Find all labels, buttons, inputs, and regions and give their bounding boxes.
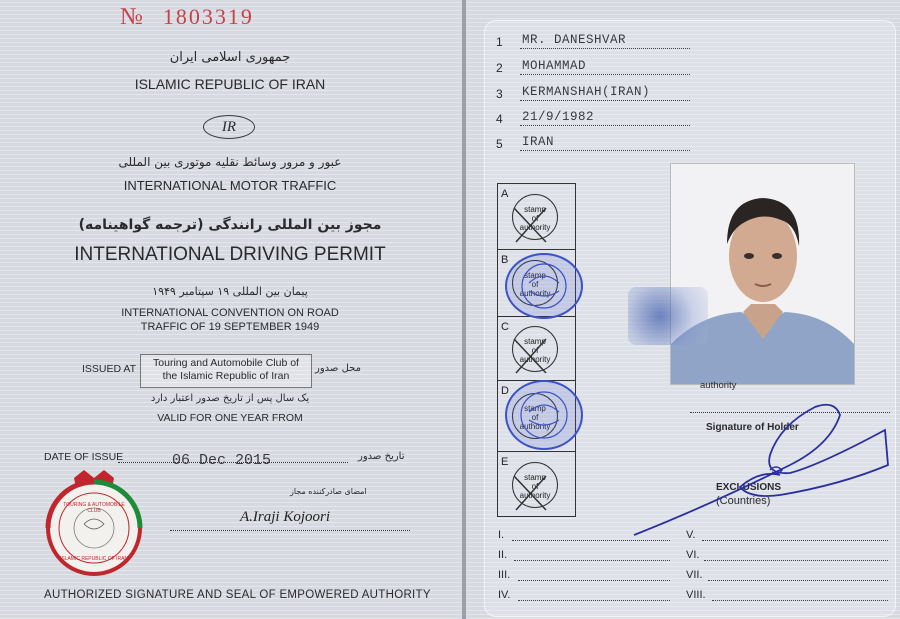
- date-of-issue-value: 06 Dec 2015: [172, 452, 272, 469]
- stamp-word: authority: [519, 422, 551, 431]
- club-stamp-d: [505, 380, 583, 450]
- issued-at-label-fa: محل صدور: [315, 363, 361, 374]
- exclusion-row-label: III.: [498, 569, 511, 581]
- category-letter: E: [501, 456, 509, 468]
- exclusion-row-line: [518, 600, 670, 601]
- vehicle-category-column: [497, 183, 576, 517]
- stamp-word: of: [531, 214, 539, 223]
- issued-at-box: [140, 354, 312, 388]
- exclusion-row-label: IV.: [498, 589, 511, 601]
- title-en: INTERNATIONAL DRIVING PERMIT: [74, 244, 386, 265]
- stamp-word: authority: [519, 289, 551, 298]
- exclusions-sub: (Countries): [716, 495, 771, 507]
- field-line-4: [520, 125, 690, 126]
- convention-en-1: INTERNATIONAL CONVENTION ON ROAD: [121, 307, 339, 319]
- field-line-1: [520, 48, 690, 49]
- country-code-badge: IR: [203, 115, 255, 139]
- stamp-word: of: [531, 482, 539, 491]
- field-line-5: [520, 150, 690, 151]
- cross-out-icon: [510, 333, 550, 377]
- stamp-word: of: [531, 346, 539, 355]
- club-stamp-b: [505, 253, 583, 319]
- category-letter: C: [501, 321, 509, 333]
- stamp-word: stamp: [524, 205, 546, 214]
- stamp-word: of: [531, 280, 539, 289]
- convention-en-2: TRAFFIC OF 19 SEPTEMBER 1949: [140, 321, 320, 333]
- holder-signature-icon: [630, 395, 892, 540]
- stamp-word: stamp: [524, 473, 546, 482]
- cross-out-icon: [510, 202, 550, 246]
- field-num-3: 3: [496, 87, 503, 101]
- stamp-word: stamp: [524, 404, 546, 413]
- field-value-1: MR. DANESHVAR: [522, 33, 627, 47]
- field-num-2: 2: [496, 61, 503, 75]
- stamp-word: stamp: [524, 337, 546, 346]
- signatory-line: [170, 530, 410, 531]
- authority-label: authority: [700, 380, 737, 391]
- seal-text-top: TOURING & AUTOMOBILE CLUB: [63, 502, 125, 514]
- traffic-en: INTERNATIONAL MOTOR TRAFFIC: [123, 178, 337, 193]
- field-value-3: KERMANSHAH(IRAN): [522, 85, 651, 99]
- serial-value: 1803319: [162, 4, 254, 29]
- stamp-word: authority: [519, 223, 551, 232]
- stamp-word: authority: [519, 355, 551, 364]
- validity-fa: یک سال پس از تاریخ صدور اعتبار دارد: [150, 393, 310, 404]
- category-letter: B: [501, 254, 509, 266]
- authorized-footer: AUTHORIZED SIGNATURE AND SEAL OF EMPOWERED AUTHORITY: [44, 589, 431, 601]
- date-of-issue-label: DATE OF ISSUE: [44, 451, 124, 463]
- category-row-a: [498, 184, 575, 250]
- exclusion-row-label: VII.: [686, 569, 703, 581]
- category-row-c: [498, 317, 575, 381]
- category-letter: D: [501, 385, 509, 397]
- exclusion-row-line: [704, 560, 888, 561]
- category-row-e: [498, 452, 575, 516]
- seal-text-bottom: ISLAMIC REPUBLIC OF IRAN: [59, 556, 129, 562]
- serial-prefix: №: [120, 4, 145, 30]
- field-value-2: MOHAMMAD: [522, 59, 587, 73]
- stamp-word: authority: [519, 491, 551, 500]
- portrait-image: [671, 164, 854, 384]
- serial-number: [120, 4, 254, 31]
- issued-at-value-1: Touring and Automobile Club of: [153, 357, 299, 369]
- stamp-ring-icon: [507, 255, 581, 317]
- exclusion-row-line: [702, 540, 888, 541]
- exclusion-row-label: I.: [498, 529, 505, 541]
- issued-at-label: ISSUED AT: [82, 363, 137, 375]
- exclusion-row-line: [518, 580, 670, 581]
- cross-out-icon: [510, 470, 550, 514]
- signatory-label-fa: امضای صادرکننده مجاز: [290, 487, 367, 496]
- exclusion-row-line: [712, 600, 888, 601]
- signatory-name: A.Iraji Kojoori: [240, 509, 331, 525]
- category-letter: A: [501, 188, 509, 200]
- title-fa: مجوز بین المللی رانندگی (ترجمه گواهینامه): [78, 217, 382, 233]
- exclusion-row-label: V.: [686, 529, 696, 541]
- convention-fa: پیمان بین المللی ۱۹ سپتامبر ۱۹۴۹: [152, 285, 308, 298]
- exclusion-row-label: VIII.: [686, 589, 706, 601]
- country-en: ISLAMIC REPUBLIC OF IRAN: [134, 76, 326, 92]
- field-line-3: [520, 100, 690, 101]
- issued-at-value-2: the Islamic Republic of Iran: [162, 370, 290, 382]
- field-num-1: 1: [496, 35, 503, 49]
- exclusion-row-line: [512, 540, 670, 541]
- exclusion-row-label: II.: [498, 549, 508, 561]
- date-of-issue-label-fa: تاریخ صدور: [358, 451, 405, 462]
- field-value-5: IRAN: [522, 135, 555, 149]
- stamp-ring-icon: [507, 382, 581, 448]
- field-num-5: 5: [496, 137, 503, 151]
- validity-en: VALID FOR ONE YEAR FROM: [157, 412, 303, 424]
- exclusions-label: EXCLUSIONS: [716, 482, 782, 493]
- field-line-2: [520, 74, 690, 75]
- stamp-word: stamp: [524, 271, 546, 280]
- hologram-seal: [628, 287, 708, 345]
- exclusion-row-line: [514, 560, 670, 561]
- exclusion-row-label: VI.: [686, 549, 700, 561]
- signature-label: Signature of Holder: [706, 422, 799, 433]
- exclusion-row-line: [708, 580, 888, 581]
- club-seal: [44, 466, 144, 576]
- stamp-word: of: [531, 413, 539, 422]
- traffic-fa: عبور و مرور وسائط نقلیه موتوری بین المللی: [118, 155, 342, 169]
- field-num-4: 4: [496, 112, 503, 126]
- field-value-4: 21/9/1982: [522, 110, 595, 124]
- holder-photo: [670, 163, 855, 385]
- country-fa: جمهوری اسلامی ایران: [169, 50, 291, 65]
